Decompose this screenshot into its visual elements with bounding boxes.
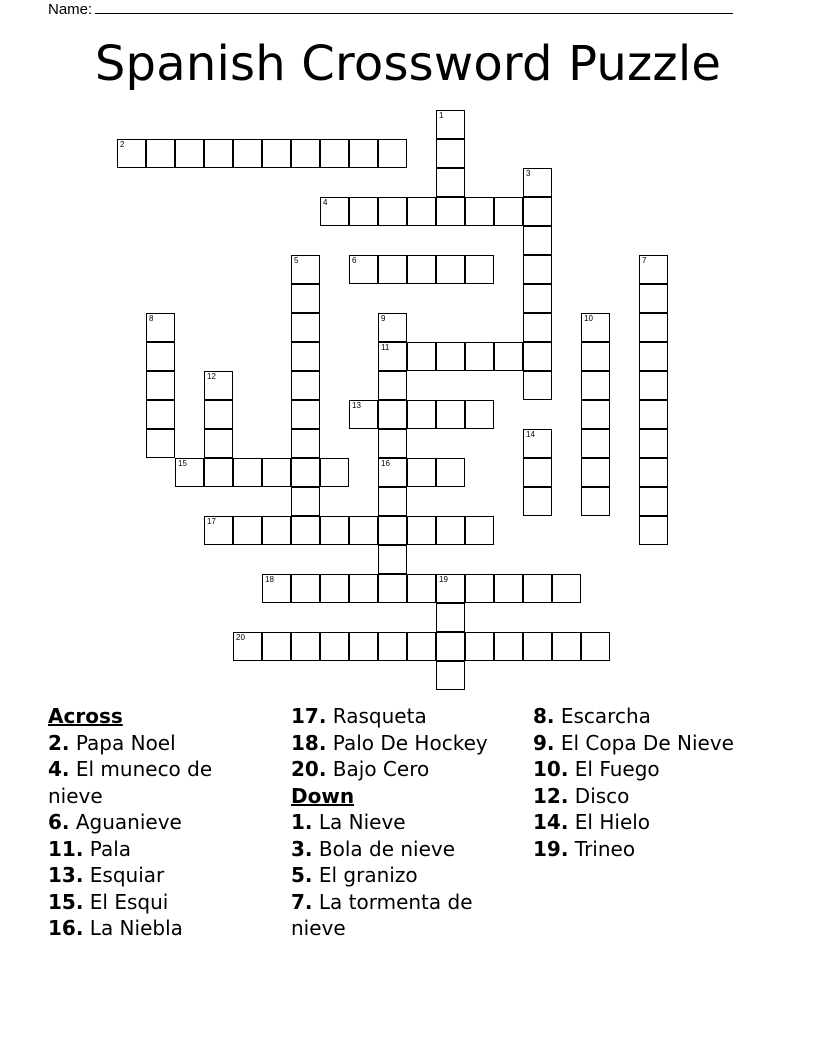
clue-number: 10 — [584, 314, 593, 323]
crossword-cell[interactable] — [320, 139, 349, 168]
clue-number: 12 — [207, 372, 216, 381]
crossword-cell[interactable] — [436, 168, 465, 197]
crossword-cell[interactable] — [378, 342, 407, 371]
crossword-cell[interactable] — [436, 516, 465, 545]
crossword-cell[interactable] — [320, 197, 349, 226]
crossword-cell[interactable] — [494, 197, 523, 226]
crossword-cell[interactable] — [436, 661, 465, 690]
crossword-cell[interactable] — [523, 574, 552, 603]
crossword-cell[interactable] — [523, 632, 552, 661]
clue-number: 15 — [178, 459, 187, 468]
crossword-cell[interactable] — [581, 371, 610, 400]
clue-number: 4 — [323, 198, 328, 207]
crossword-cell[interactable] — [407, 458, 436, 487]
crossword-cell[interactable] — [204, 139, 233, 168]
clue-number: 13 — [352, 401, 361, 410]
crossword-cell[interactable] — [378, 458, 407, 487]
crossword-cell[interactable] — [233, 516, 262, 545]
crossword-cell[interactable] — [349, 516, 378, 545]
crossword-cell[interactable] — [291, 429, 320, 458]
crossword-cell[interactable] — [639, 400, 668, 429]
crossword-cell[interactable] — [291, 574, 320, 603]
down-heading: Down — [291, 783, 355, 808]
crossword-cell[interactable] — [465, 197, 494, 226]
crossword-cell[interactable] — [523, 342, 552, 371]
crossword-cell[interactable] — [146, 139, 175, 168]
crossword-cell[interactable] — [523, 371, 552, 400]
crossword-cell[interactable] — [204, 516, 233, 545]
page-title: Spanish Crossword Puzzle — [94, 36, 722, 92]
crossword-cell[interactable] — [349, 632, 378, 661]
crossword-cell[interactable] — [465, 574, 494, 603]
crossword-cell[interactable] — [465, 516, 494, 545]
crossword-cell[interactable] — [552, 632, 581, 661]
crossword-cell[interactable] — [349, 400, 378, 429]
crossword-cell[interactable] — [378, 574, 407, 603]
crossword-cell[interactable] — [581, 458, 610, 487]
crossword-cell[interactable] — [291, 371, 320, 400]
clue-across-16: 16. La Niebla — [48, 916, 183, 940]
crossword-cell[interactable] — [146, 313, 175, 342]
clue-number: 19 — [439, 575, 448, 584]
crossword-cell[interactable] — [436, 400, 465, 429]
crossword-cell[interactable] — [581, 342, 610, 371]
clue-number: 3 — [526, 169, 531, 178]
crossword-cell[interactable] — [639, 487, 668, 516]
crossword-cell[interactable] — [146, 342, 175, 371]
crossword-cell[interactable] — [146, 429, 175, 458]
crossword-cell[interactable] — [262, 516, 291, 545]
crossword-cell[interactable] — [581, 487, 610, 516]
crossword-cell[interactable] — [639, 516, 668, 545]
crossword-cell[interactable] — [378, 400, 407, 429]
crossword-cell[interactable] — [291, 516, 320, 545]
crossword-cell[interactable] — [262, 458, 291, 487]
crossword-cell[interactable] — [407, 516, 436, 545]
crossword-cell[interactable] — [378, 197, 407, 226]
clue-down-9: 9. El Copa De Nieve — [533, 730, 734, 755]
clue-across-18: 18. Palo De Hockey — [291, 730, 488, 755]
crossword-cell[interactable] — [146, 371, 175, 400]
clue-across-6: 6. Aguanieve — [48, 810, 182, 834]
clue-column-2 — [291, 703, 516, 942]
crossword-cell[interactable] — [291, 284, 320, 313]
crossword-cell[interactable] — [291, 139, 320, 168]
crossword-cell[interactable] — [378, 139, 407, 168]
crossword-cell[interactable] — [320, 516, 349, 545]
crossword-cell[interactable] — [523, 313, 552, 342]
clue-down-1: 1. La Nieve — [291, 810, 406, 834]
crossword-cell[interactable] — [378, 516, 407, 545]
crossword-cell[interactable] — [523, 284, 552, 313]
crossword-cell[interactable] — [581, 313, 610, 342]
crossword-cell[interactable] — [204, 429, 233, 458]
crossword-cell[interactable] — [320, 574, 349, 603]
crossword-cell[interactable] — [465, 632, 494, 661]
crossword-cell[interactable] — [465, 400, 494, 429]
crossword-cell[interactable] — [175, 458, 204, 487]
crossword-cell[interactable] — [349, 574, 378, 603]
crossword-cell[interactable] — [349, 139, 378, 168]
crossword-cell[interactable] — [378, 545, 407, 574]
crossword-cell[interactable] — [378, 313, 407, 342]
crossword-cell[interactable] — [465, 255, 494, 284]
crossword-cell[interactable] — [436, 255, 465, 284]
clue-number: 20 — [236, 633, 245, 642]
crossword-cell[interactable] — [639, 429, 668, 458]
clue-number: 14 — [526, 430, 535, 439]
crossword-cell[interactable] — [204, 371, 233, 400]
crossword-cell[interactable] — [523, 458, 552, 487]
crossword-cell[interactable] — [233, 458, 262, 487]
crossword-cell[interactable] — [378, 255, 407, 284]
crossword-cell[interactable] — [407, 197, 436, 226]
clue-across-4: 4. El muneco de nieve — [48, 757, 213, 808]
crossword-cell[interactable] — [291, 487, 320, 516]
crossword-cell[interactable] — [436, 110, 465, 139]
crossword-cell[interactable] — [262, 574, 291, 603]
clue-column-1 — [48, 703, 268, 942]
clue-down-10: 10. El Fuego — [533, 757, 660, 781]
crossword-cell[interactable] — [639, 458, 668, 487]
clue-number: 6 — [352, 256, 357, 265]
crossword-cell[interactable] — [378, 487, 407, 516]
crossword-cell[interactable] — [291, 400, 320, 429]
clue-down-5: 5. El granizo — [291, 863, 418, 887]
clue-number: 1 — [439, 111, 444, 120]
crossword-cell[interactable] — [407, 342, 436, 371]
crossword-cell[interactable] — [378, 429, 407, 458]
clue-down-3: 3. Bola de nieve — [291, 836, 456, 861]
clue-down-8: 8. Escarcha — [533, 704, 651, 728]
clue-across-2: 2. Papa Noel — [48, 730, 176, 755]
crossword-cell[interactable] — [639, 284, 668, 313]
crossword-cell[interactable] — [378, 371, 407, 400]
crossword-cell[interactable] — [639, 255, 668, 284]
crossword-cell[interactable] — [581, 632, 610, 661]
crossword-cell[interactable] — [349, 255, 378, 284]
crossword-cell[interactable] — [639, 342, 668, 371]
crossword-cell[interactable] — [407, 400, 436, 429]
crossword-cell[interactable] — [262, 139, 291, 168]
clue-number: 16 — [381, 459, 390, 468]
across-heading: Across — [48, 704, 123, 728]
clue-number: 5 — [294, 256, 299, 265]
crossword-cell[interactable] — [407, 632, 436, 661]
crossword-cell[interactable] — [552, 574, 581, 603]
crossword-cell[interactable] — [494, 574, 523, 603]
crossword-cell[interactable] — [320, 458, 349, 487]
clue-across-20: 20. Bajo Cero — [291, 757, 430, 781]
clue-across-15: 15. El Esqui — [48, 889, 169, 914]
clue-down-19: 19. Trineo — [533, 836, 636, 861]
crossword-cell[interactable] — [436, 603, 465, 632]
crossword-cell[interactable] — [291, 458, 320, 487]
crossword-cell[interactable] — [581, 429, 610, 458]
crossword-cell[interactable] — [291, 313, 320, 342]
crossword-cell[interactable] — [639, 371, 668, 400]
crossword-cell[interactable] — [436, 197, 465, 226]
clue-across-17: 17. Rasqueta — [291, 704, 427, 728]
crossword-cell[interactable] — [146, 400, 175, 429]
clue-column-3 — [533, 703, 793, 862]
crossword-cell[interactable] — [523, 226, 552, 255]
crossword-cell[interactable] — [523, 429, 552, 458]
clue-number: 17 — [207, 517, 216, 526]
clue-number: 11 — [381, 343, 390, 352]
crossword-cell[interactable] — [320, 632, 349, 661]
crossword-cell[interactable] — [523, 197, 552, 226]
crossword-cell[interactable] — [291, 255, 320, 284]
crossword-cell[interactable] — [291, 342, 320, 371]
name-label: Name: — [48, 1, 93, 18]
crossword-cell[interactable] — [639, 313, 668, 342]
crossword-cell[interactable] — [581, 400, 610, 429]
crossword-cell[interactable] — [436, 458, 465, 487]
crossword-cell[interactable] — [349, 197, 378, 226]
crossword-cell[interactable] — [233, 632, 262, 661]
crossword-cell[interactable] — [233, 139, 262, 168]
crossword-cell[interactable] — [117, 139, 146, 168]
clue-number: 9 — [381, 314, 386, 323]
crossword-cell[interactable] — [494, 632, 523, 661]
crossword-cell[interactable] — [436, 139, 465, 168]
crossword-cell[interactable] — [291, 632, 320, 661]
clue-down-12: 12. Disco — [533, 783, 630, 808]
crossword-cell[interactable] — [407, 574, 436, 603]
clue-down-7: 7. La tormenta de nieve — [291, 889, 473, 940]
clue-down-14: 14. El Hielo — [533, 810, 651, 834]
crossword-cell[interactable] — [523, 255, 552, 284]
crossword-cell[interactable] — [523, 168, 552, 197]
clue-number: 2 — [120, 140, 125, 149]
clue-across-11: 11. Pala — [48, 836, 132, 861]
clue-number: 7 — [642, 256, 647, 265]
crossword-cell[interactable] — [436, 632, 465, 661]
crossword-cell[interactable] — [175, 139, 204, 168]
crossword-cell[interactable] — [465, 342, 494, 371]
clue-across-13: 13. Esquiar — [48, 863, 165, 887]
clue-number: 8 — [149, 314, 154, 323]
crossword-cell[interactable] — [204, 458, 233, 487]
crossword-cell[interactable] — [378, 632, 407, 661]
crossword-cell[interactable] — [204, 400, 233, 429]
crossword-cell[interactable] — [523, 487, 552, 516]
crossword-cell[interactable] — [436, 574, 465, 603]
crossword-cell[interactable] — [436, 342, 465, 371]
crossword-cell[interactable] — [262, 632, 291, 661]
crossword-cell[interactable] — [407, 255, 436, 284]
clue-number: 18 — [265, 575, 274, 584]
crossword-cell[interactable] — [494, 342, 523, 371]
